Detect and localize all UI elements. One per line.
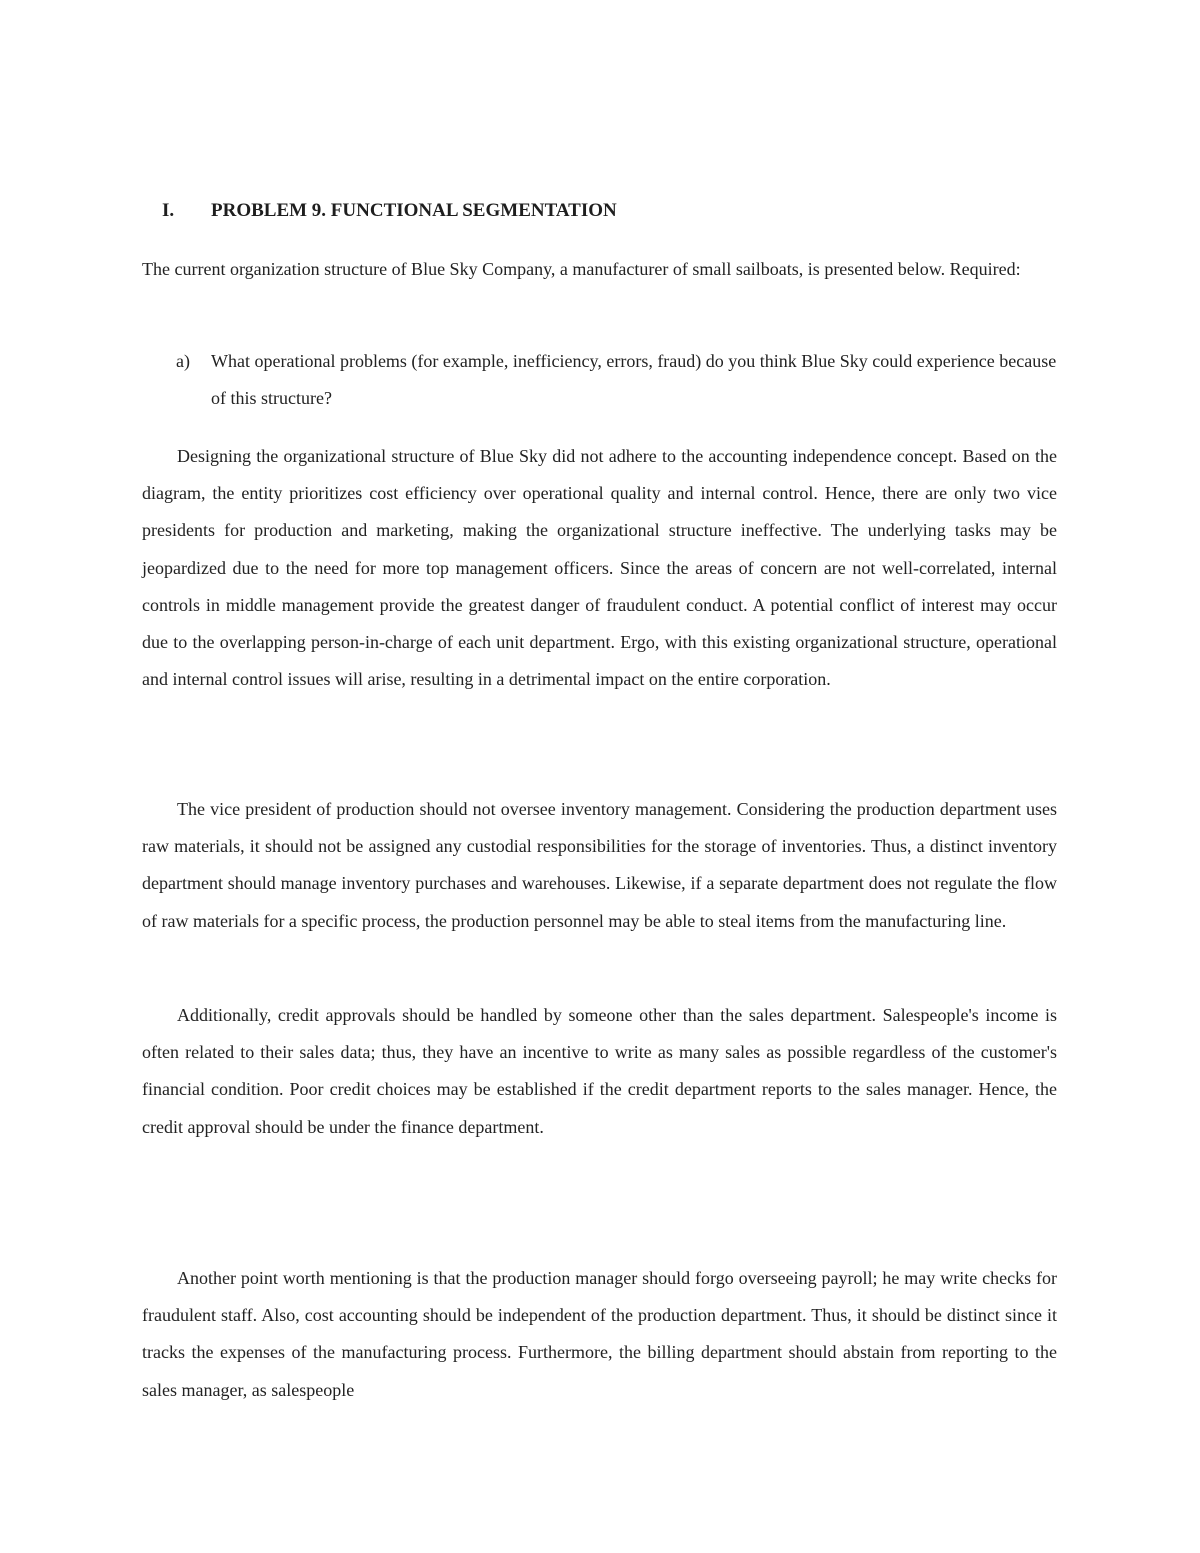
- question-text: What operational problems (for example, inefficiency, errors, fraud) do you think Blue Sky could experience because of this structure?: [211, 351, 1057, 409]
- body-paragraph-2: The vice president of production should not oversee inventory management. Considering the production department uses raw materials, it should not be assigned any custodial responsibilities for the storage of inventories. Thus, a distinct inventory department should manage inventory purchases and warehouses. Likewise, if a separate department does not regulate the flow of raw materials for a specific process, the production personnel may be able to steal items from the manufacturing line.: [142, 799, 1057, 931]
- body-paragraph-4: Another point worth mentioning is that the production manager should forgo overseeing payroll; he may write checks for fraudulent staff. Also, cost accounting should be independent of the production department. Thus, it should be distinct since it tracks the expenses of the manufacturing process. Furthermore, the billing department should abstain from reporting to the sales manager, as salespeople: [142, 1268, 1057, 1400]
- body-paragraph-3: Additionally, credit approvals should be handled by someone other than the sales department. Salespeople's income is often related to their sales data; thus, they have an incentive to write as many sales as possible regardless of the customer's financial condition. Poor credit choices may be established if the credit department reports to the sales manager. Hence, the credit approval should be under the finance department.: [142, 1005, 1057, 1137]
- body-paragraph-1: Designing the organizational structure of Blue Sky did not adhere to the accounting independence concept. Based on the diagram, the entity prioritizes cost efficiency over operational quality and internal control. Hence, there are only two vice presidents for production and marketing, making the organizational structure ineffective. The underlying tasks may be jeopardized due to the need for more top management officers. Since the areas of concern are not well-correlated, internal controls in middle management provide the greatest danger of fraudulent conduct. A potential conflict of interest may occur due to the overlapping person-in-charge of each unit department. Ergo, with this existing organizational structure, operational and internal control issues will arise, resulting in a detrimental impact on the entire corporation.: [142, 446, 1057, 690]
- section-title: PROBLEM 9. FUNCTIONAL SEGMENTATION: [211, 200, 617, 221]
- question-marker: a): [176, 351, 190, 371]
- section-heading: [162, 198, 1062, 224]
- section-number: I.: [162, 200, 175, 221]
- intro-paragraph: The current organization structure of Blue Sky Company, a manufacturer of small sailboats, is presented below. Required:: [142, 259, 1021, 279]
- question-item: [176, 343, 1057, 417]
